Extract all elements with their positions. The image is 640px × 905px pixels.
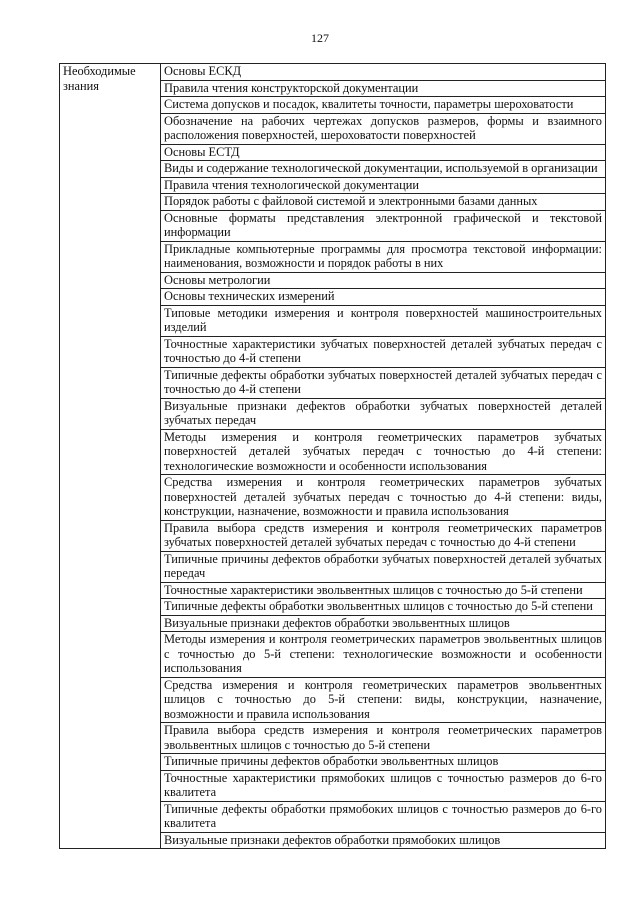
knowledge-item: Прикладные компьютерные программы для просмотра текстовой информации: наименования, возможности и порядок работы в них xyxy=(161,241,606,272)
knowledge-item: Точностные характеристики эвольвентных шлицов с точностью до 5-й степени xyxy=(161,582,606,599)
table-row xyxy=(60,64,606,81)
page-number: 127 xyxy=(311,31,329,45)
knowledge-item: Основы ЕСКД xyxy=(161,64,606,81)
knowledge-item: Типичные дефекты обработки прямобоких шлицов с точностью размеров до 6-го квалитета xyxy=(161,801,606,832)
knowledge-item: Основы технических измерений xyxy=(161,289,606,306)
knowledge-item: Основы ЕСТД xyxy=(161,144,606,161)
knowledge-item: Средства измерения и контроля геометрических параметров зубчатых поверхностей деталей зубчатых передач с точностью до 4-й степени: виды, конструкции, назначение, возможности и правила использования xyxy=(161,475,606,521)
section-label: Необходимые знания xyxy=(60,64,161,849)
knowledge-item: Правила чтения конструкторской документации xyxy=(161,80,606,97)
knowledge-item: Типичные причины дефектов обработки эвольвентных шлицов xyxy=(161,754,606,771)
knowledge-item: Порядок работы с файловой системой и электронными базами данных xyxy=(161,194,606,211)
knowledge-item: Методы измерения и контроля геометрических параметров зубчатых поверхностей деталей зубчатых передач с точностью до 4-й степени: технологические возможности и особенности использования xyxy=(161,429,606,475)
knowledge-item: Визуальные признаки дефектов обработки эвольвентных шлицов xyxy=(161,615,606,632)
knowledge-item: Основы метрологии xyxy=(161,272,606,289)
knowledge-item: Правила выбора средств измерения и контроля геометрических параметров зубчатых поверхностей деталей зубчатых передач с точностью до 4-й степени xyxy=(161,520,606,551)
knowledge-item: Обозначение на рабочих чертежах допусков размеров, формы и взаимного расположения поверхностей, шероховатости поверхностей xyxy=(161,113,606,144)
knowledge-table xyxy=(59,63,606,849)
knowledge-item: Точностные характеристики зубчатых поверхностей деталей зубчатых передач с точностью до 4-й степени xyxy=(161,336,606,367)
knowledge-item: Виды и содержание технологической документации, используемой в организации xyxy=(161,161,606,178)
knowledge-item: Типовые методики измерения и контроля поверхностей машиностроительных изделий xyxy=(161,305,606,336)
knowledge-item: Типичные причины дефектов обработки зубчатых поверхностей деталей зубчатых передач xyxy=(161,551,606,582)
knowledge-item: Типичные дефекты обработки зубчатых поверхностей деталей зубчатых передач с точностью до 4-й степени xyxy=(161,367,606,398)
knowledge-item: Основные форматы представления электронной графической и текстовой информации xyxy=(161,210,606,241)
knowledge-item: Типичные дефекты обработки эвольвентных шлицов с точностью до 5-й степени xyxy=(161,599,606,616)
knowledge-item: Правила выбора средств измерения и контроля геометрических параметров эвольвентных шлицов с точностью до 5-й степени xyxy=(161,723,606,754)
knowledge-item: Визуальные признаки дефектов обработки прямобоких шлицов xyxy=(161,832,606,849)
table-body xyxy=(60,64,606,849)
knowledge-item: Точностные характеристики прямобоких шлицов с точностью размеров до 6-го квалитета xyxy=(161,770,606,801)
knowledge-item: Визуальные признаки дефектов обработки зубчатых поверхностей деталей зубчатых передач xyxy=(161,398,606,429)
knowledge-item: Методы измерения и контроля геометрических параметров эвольвентных шлицов с точностью до 5-й степени: технологические возможности и особенности использования xyxy=(161,632,606,678)
knowledge-item: Средства измерения и контроля геометрических параметров эвольвентных шлицов с точностью до 5-й степени: виды, конструкции, назначение, возможности и правила использования xyxy=(161,677,606,723)
knowledge-item: Система допусков и посадок, квалитеты точности, параметры шероховатости xyxy=(161,97,606,114)
knowledge-item: Правила чтения технологической документации xyxy=(161,177,606,194)
